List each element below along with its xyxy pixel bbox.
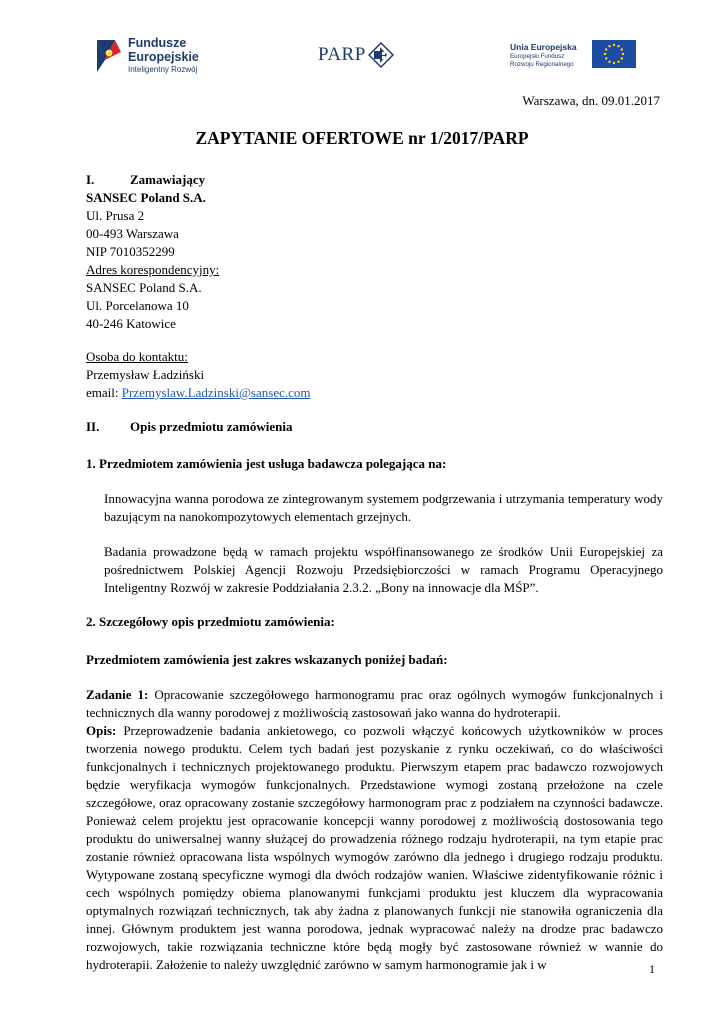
section-2-heading: [86, 418, 293, 436]
section-2-title: Opis przedmiotu zamówienia: [130, 419, 293, 434]
correspondence-street: Ul. Porcelanowa 10: [86, 298, 189, 313]
parp-logo-text: PARP: [318, 44, 366, 65]
contact-email-row: [86, 384, 311, 402]
fundusze-europejskie-logo: [95, 34, 215, 80]
item-2-heading: 2. Szczegółowy opis przedmiotu zamówienia:: [86, 614, 335, 629]
fe-logo-line2: Europejskie: [128, 50, 199, 64]
document-title: ZAPYTANIE OFERTOWE nr 1/2017/PARP: [195, 128, 529, 148]
fe-star-icon: [95, 36, 125, 76]
eu-flag-icon: [592, 40, 636, 68]
buyer-nip: NIP 7010352299: [86, 244, 175, 259]
page-number: 1: [649, 962, 655, 976]
item-1-heading: 1. Przedmiotem zamówienia jest usługa badawcza polegająca na:: [86, 456, 447, 471]
section-1-number: I.: [86, 172, 95, 187]
eu-logo-line2: Europejski Fundusz: [510, 53, 565, 60]
buyer-street: Ul. Prusa 2: [86, 208, 145, 223]
eu-logo-line3: Rozwoju Regionalnego: [510, 61, 574, 68]
section-2-number: II.: [86, 419, 100, 434]
correspondence-company: SANSEC Poland S.A.: [86, 280, 202, 295]
description-text: Przeprowadzenie badania ankietowego, co pozwoli włączyć końcowych użytkowników w proces tworzenia nowego produktu. Celem tych badań jest pozyskanie z rynku oczekiwań, co do właściwości funkcjonalnych i technicznych projektowanego produktu. Pierwszym etapem prac badawczo rozwojowych będzie weryfikacja wymogów funkcjonalnych. Przedstawione wymogi zostaną przełożone na czele szczegółowe, oraz opracowany zostanie szczegółowy harmonogram prac z podziałem na czynności badawcze. Ponieważ celem projektu jest opracowanie koncepcji wanny porodowej z możliwością dostosowania tego produktu do uniwersalnej wanny służącej do prowadzenia różnego rodzaju hydroterapii, na tym etapie prac zostanie również opracowana lista wspólnych wymogów zarówno dla jednego i drugiego rodzaju produktu. Wytypowane zostaną specyficzne wymogi dla dwóch rodzajów wanien. Właściwe zidentyfikowanie różnic i cech wspólnych pomiędzy obiema planowanymi funkcjami produktu jest kluczem dla wypracowania optymalnych rozwiązań technicznych, tak aby żadna z planowanych funkcji nie stanowiła ograniczenia dla innej. Głównym produktem jest wanna porodowa, jednak wypracować należy na drodze prac badawczo rozwojowych, takie rozwiązania techniczne które będą mogły być zastosowane również w wannie do hydroterapii. Założenie to należy uwzględnić zarówno w samym harmonogramie jak i w: [86, 723, 663, 972]
fe-logo-line1: Fundusze: [128, 36, 187, 50]
correspondence-label: Adres korespondencyjny:: [86, 262, 220, 277]
parp-logo: [318, 40, 408, 70]
document-date: Warszawa, dn. 09.01.2017: [522, 93, 660, 108]
section-1-heading: [86, 171, 205, 189]
description-label: Opis:: [86, 723, 117, 738]
scope-heading: Przedmiotem zamówienia jest zakres wskazanych poniżej badań:: [86, 652, 448, 667]
email-link[interactable]: Przemyslaw.Ladzinski@sansec.com: [121, 385, 311, 400]
contact-label: Osoba do kontaktu:: [86, 349, 188, 364]
fe-logo-line3: Inteligentny Rozwój: [128, 65, 198, 74]
item-1-paragraph-2: Badania prowadzone będą w ramach projektu współfinansowanego ze środków Unii Europejskiej za pośrednictwem Polskiej Agencji Rozwoju Przedsiębiorczości w ramach Programu Operacyjnego Inteligentny Rozwój w zakresie Poddziałania 2.3.2. „Bony na innowacje dla MŚP”.: [104, 544, 663, 595]
task-1-text: Opracowanie szczegółowego harmonogramu prac oraz ogólnych wymogów funkcjonalnych i technicznych dla wanny porodowej z możliwością zastosowań jako wanna do hydroterapii.: [86, 687, 663, 720]
section-1-title: Zamawiający: [130, 172, 206, 187]
contact-name: Przemysław Ładziński: [86, 367, 205, 382]
buyer-city: 00-493 Warszawa: [86, 226, 179, 241]
item-1-paragraph-1: Innowacyjna wanna porodowa ze zintegrowanym systemem podgrzewania i utrzymania temperatury wody bazującym na nanokompozytowych elementach grzejnych.: [104, 491, 663, 524]
eu-logo: [510, 40, 636, 74]
description-paragraph: [86, 722, 663, 974]
email-label: email:: [86, 385, 122, 400]
parp-arrows-icon: [368, 42, 394, 68]
task-1-paragraph: [86, 686, 663, 722]
task-1-label: Zadanie 1:: [86, 687, 149, 702]
buyer-company: SANSEC Poland S.A.: [86, 190, 206, 205]
eu-logo-line1: Unia Europejska: [510, 42, 577, 52]
correspondence-city: 40-246 Katowice: [86, 316, 176, 331]
